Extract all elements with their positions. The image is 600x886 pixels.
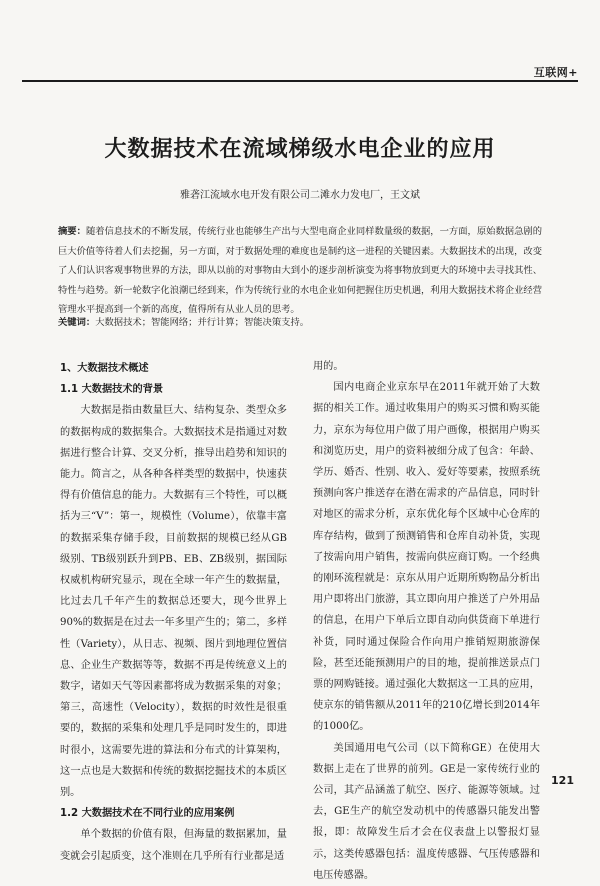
keywords bbox=[58, 314, 542, 328]
abstract-label: 摘要： bbox=[58, 226, 86, 237]
paragraph: 美国通用电气公司（以下简称GE）在使用大数据上走在了世界的前列。GE是一家传统行业的公司，其产品涵盖了航空、医疗、能源等领域。过去，GE生产的航空发动机中的传感器只能发出警报，即：故障发生后才会在仪表盘上以警报灯显示，这类传感器包括：温度传感器、气压传感器和电压传感器。 bbox=[313, 742, 540, 881]
paragraph: 大数据是指由数量巨大、结构复杂、类型众多的数据构成的数据集合。大数据技术是指通过对数据进行整合计算、交叉分析，推导出趋势和知识的能力。简言之，从各种各样类型的数据中，快速获得有价值信息的能力。大数据有三个特性，可以概括为三“V”：第一，规模性（Volume），依靠丰富的数据采集存储手段，目前数据的规模已经从GB级别、TB级别跃升到PB、EB、ZB级别，据国际权威机构研究显示，现在全球一年产生的数据量，比过去几千年产生的数据总还要大，现今世界上90%的数据是在过去一年多里产生的；第二，多样性（Variety），从日志、视频、图片到地理位置信息、企业生产数据等等，数据不再是传统意义上的数字，诸如天气等因素都将成为数据采集的对象；第三，高速性（Velocity），数据的时效性是很重要的，数据的采集和处理几乎是同时发生的，即进时很小，这需要先进的算法和分布式的计算架构，这一点也是大数据和传统的数据挖掘技术的本质区别。 bbox=[60, 405, 287, 799]
article-title: 大数据技术在流域梯级水电企业的应用 bbox=[104, 137, 496, 162]
right-column bbox=[313, 356, 540, 886]
section-1-heading: 1、大数据技术概述 bbox=[60, 363, 149, 374]
section-1-1-heading: 1.1 大数据技术的背景 bbox=[60, 384, 164, 396]
paragraph: 国内电商企业京东早在2011年就开始了大数据的相关工作。通过收集用户的购买习惯和购买能力，京东为每位用户做了用户画像，根据用户购买和浏览历史，用户的资料被细分成了包含：年龄、学历、婚否、性别、收入、爱好等要素，按照系统预测向客户推送存在潜在需求的产品信息，同时针对地区的需求分析，京东优化每个区域中心仓库的库存结构，做到了预测销售和仓库自动补货，实现了按需向用户销售，按需向供应商订购。一个经典的刚环流程就是：京东从用户近期所购物品分析出用户即将出门旅游，其立即向用户推送了户外用品的信息，在用户下单后立即自动向供货商下单进行补货，同时通过保险合作向用户推销短期旅游保险，甚至还能预测用户的目的地，提前推送景点门票的网购链接。通过强化大数据这一工具的应用，使京东的销售额从2011年的210亿增长到2014年的1000亿。 bbox=[313, 382, 540, 733]
left-column bbox=[60, 356, 287, 867]
keywords-label: 关键词： bbox=[58, 317, 96, 328]
keywords-text: 大数据技术；智能网络；并行计算；智能决策支持。 bbox=[95, 317, 310, 328]
section-1-2-heading: 1.2 大数据技术在不同行业的应用案例 bbox=[60, 808, 235, 820]
paragraph: 单个数据的价值有限，但海量的数据累加，量变就会引起质变，这个准则在几乎所有行业都是适 bbox=[60, 829, 287, 862]
paragraph-continuation: 用的。 bbox=[313, 361, 344, 372]
header-rule bbox=[22, 80, 578, 82]
journal-section-label: 互联网+ bbox=[533, 66, 578, 79]
abstract bbox=[58, 222, 542, 320]
page-number: 121 bbox=[551, 774, 574, 787]
article-byline: 雅砻江流域水电开发有限公司二滩水力发电厂，王文斌 bbox=[180, 190, 420, 201]
abstract-text: 随着信息技术的不断发展，传统行业也能够生产出与大型电商企业同样数量级的数据，一方面，原始数据急剧的巨大价值等待着人们去挖掘，另一方面，对于数据处理的难度也是制约这一进程的关键因素。大数据技术的出现，改变了人们认识客观事物世界的方法，即从以前的对事物由大到小的逐步剖析演变为将事物放到更大的环境中去寻找其性、特性与趋势。新一轮数字化浪潮已经到来，作为传统行业的水电企业如何把握住历史机遇，利用大数据技术将企业经营管理水平提高到一个新的高度，值得所有从业人员的思考。 bbox=[58, 226, 542, 315]
